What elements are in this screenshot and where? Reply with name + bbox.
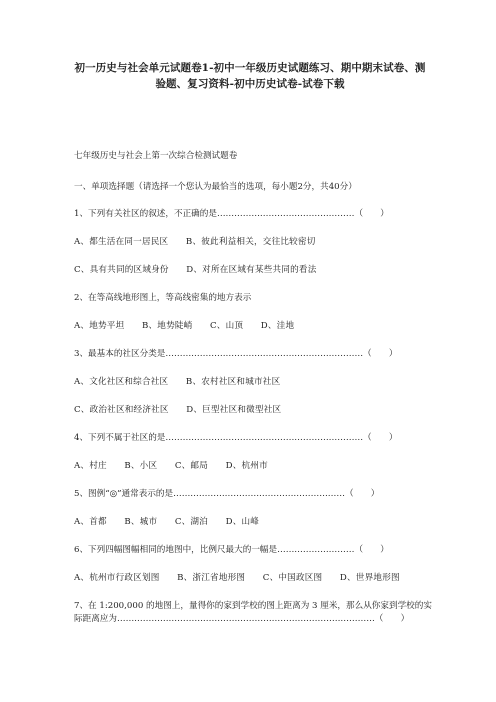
question-4-stem: 4、下列不属于社区的是……………………………………………………………（ ） [74, 433, 398, 443]
question-3-option-row: C、政治社区和经济社区 D、巨型社区和微型社区 [74, 405, 282, 415]
question-7-stem: 7、在 1:200,000 的地图上，量得你的家到学校的图上距离为 3 厘米，那么从你家到学校的实际距离应为………………………………………………………………………………（ ） [74, 601, 432, 624]
question-3-option-row: A、文化社区和综合社区 B、农村社区和城市社区 [74, 377, 281, 387]
question-4-option-row: A、村庄 B、小区 C、邮局 D、杭州市 [74, 461, 268, 471]
question-1-option-row: C、具有共同的区域身份 D、对所在区域有某些共同的看法 [74, 265, 317, 275]
document-title: 初一历史与社会单元试题卷1-初中一年级历史试题练习、期中期末试卷、测验题、复习资料-初中历史试卷-试卷下载 [74, 62, 426, 90]
section-heading: 一、单项选择题（请选择一个您认为最恰当的选项，每小题2分，共40分） [74, 182, 357, 192]
question-2-stem: 2、在等高线地形图上，等高线密集的地方表示 [74, 293, 252, 303]
exam-title: 七年级历史与社会上第一次综合检测试题卷 [74, 151, 238, 161]
question-5-stem: 5、图例“◎”通常表示的是……………………………………………………（ ） [74, 489, 380, 499]
question-2-option-row: A、地势平坦 B、地势陡峭 C、山顶 D、洼地 [74, 321, 295, 331]
question-1-stem: 1、下列有关社区的叙述，不正确的是…………………………………………（ ） [74, 209, 389, 219]
question-1-option-row: A、都生活在同一居民区 B、彼此利益相关，交往比较密切 [74, 237, 316, 247]
question-5-option-row: A、首都 B、城市 C、湖泊 D、山峰 [74, 517, 260, 527]
question-3-stem: 3、最基本的社区分类是……………………………………………………………（ ） [74, 349, 398, 359]
question-6-stem: 6、下列四幅图幅相同的地图中，比例尺最大的一幅是………………………（ ） [74, 545, 389, 555]
question-6-option-row: A、杭州市行政区划图 B、浙江省地形图 C、中国政区图 D、世界地形图 [74, 573, 400, 583]
